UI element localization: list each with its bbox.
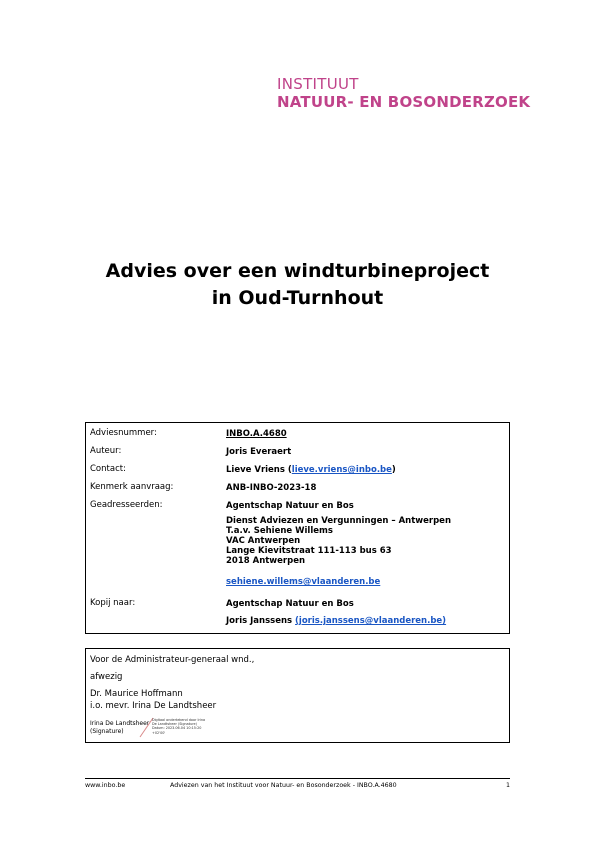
advice-number: INBO.A.4680	[226, 429, 287, 439]
request-ref-label: Kenmerk aanvraag:	[90, 482, 174, 492]
contact: Lieve Vriens (lieve.vriens@inbo.be)	[226, 465, 396, 475]
title-line-1: Advies over een windturbineproject	[105, 260, 490, 282]
inbo-logo	[277, 76, 530, 111]
contact-name: Lieve Vriens	[226, 465, 285, 475]
request-ref: ANB-INBO-2023-18	[226, 483, 317, 493]
author-label: Auteur:	[90, 446, 122, 456]
footer-website: www.inbo.be	[85, 782, 126, 789]
contact-email-link[interactable]: lieve.vriens@inbo.be	[291, 465, 392, 475]
advice-details-box	[85, 422, 510, 634]
advice-number-label: Adviesnummer:	[90, 428, 157, 438]
addressee-line: Dienst Adviezen en Vergunningen – Antwerpen	[226, 516, 451, 526]
copy-org: Agentschap Natuur en Bos	[226, 599, 354, 609]
signature-line-1: Voor de Administrateur-generaal wnd.,	[90, 655, 255, 665]
addressee-line: T.a.v. Sehiene Willems	[226, 526, 333, 536]
footer-page-number: 1	[505, 782, 510, 789]
signature-box	[85, 648, 510, 743]
addressee-email-link[interactable]: sehiene.willems@vlaanderen.be	[226, 577, 381, 587]
copy-email-link[interactable]: (joris.janssens@vlaanderen.be)	[295, 616, 447, 626]
addressee-line: Agentschap Natuur en Bos	[226, 501, 354, 511]
addressees-label: Geadresseerden:	[90, 500, 163, 510]
logo-line-2: NATUUR- EN BOSONDERZOEK	[277, 93, 531, 111]
footer-series: Adviezen van het Instituut voor Natuur- en Bosonderzoek - INBO.A.4680	[170, 782, 397, 789]
document-title	[0, 258, 595, 312]
copy-label: Kopij naar:	[90, 598, 136, 608]
signature-line-3: Dr. Maurice Hoffmann	[90, 689, 183, 699]
addressee-line: VAC Antwerpen	[226, 536, 301, 546]
addressee-line: Lange Kievitstraat 111-113 bus 63	[226, 546, 392, 556]
addressee-line: 2018 Antwerpen	[226, 556, 306, 566]
page-footer	[85, 778, 510, 789]
copy-person-row	[226, 616, 446, 626]
title-line-2: in Oud-Turnhout	[211, 287, 384, 309]
signer-name: Irina De Landtsheer (Signature)	[90, 720, 150, 735]
signature-line-2: afwezig	[90, 672, 123, 682]
author: Joris Everaert	[226, 447, 292, 457]
contact-label: Contact:	[90, 464, 126, 474]
signature-line-4: i.o. mevr. Irina De Landtsheer	[90, 701, 217, 711]
copy-person: Joris Janssens	[226, 616, 293, 626]
digital-signature-meta: Digitaal ondertekend door Irina De Landtsheer (Signature) Datum: 2023.06.04 10:15:20 +02'00'	[152, 718, 206, 735]
logo-line-1: INSTITUUT	[277, 75, 359, 93]
